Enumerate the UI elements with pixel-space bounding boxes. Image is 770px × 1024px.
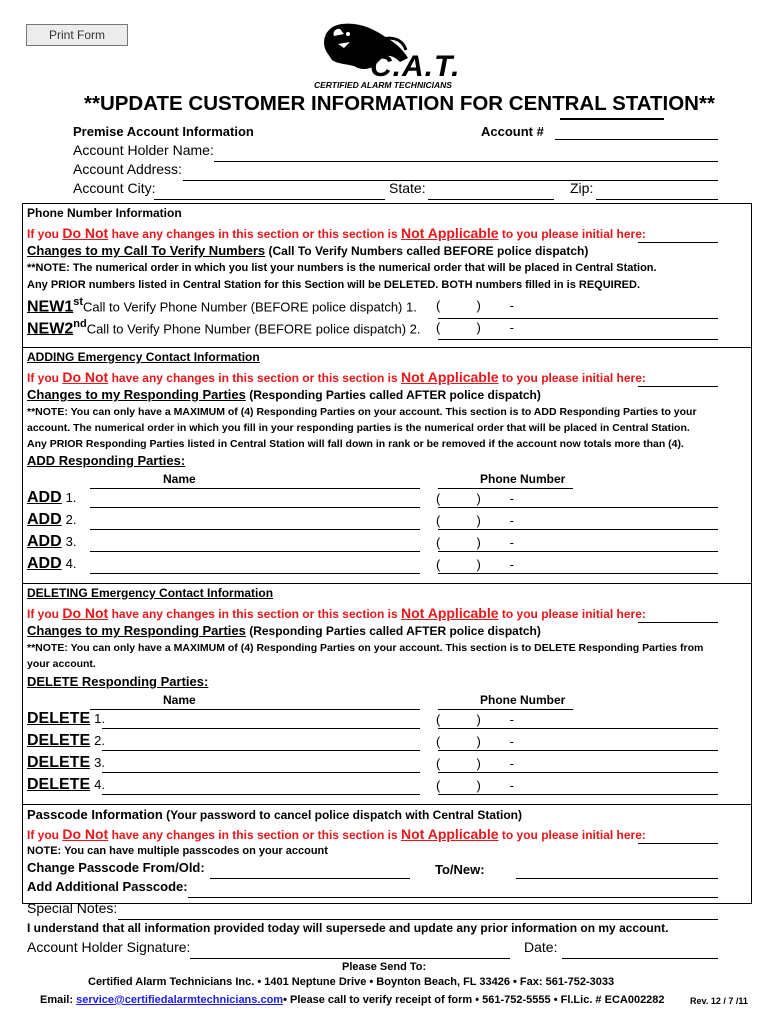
city-field[interactable] bbox=[154, 199, 385, 200]
add-row bbox=[27, 511, 77, 529]
additional-passcode-field[interactable] bbox=[188, 897, 718, 898]
delete-name-field[interactable] bbox=[102, 794, 420, 795]
address-field[interactable] bbox=[183, 180, 718, 181]
logo-tagline: CERTIFIED ALARM TECHNICIANS bbox=[314, 80, 452, 90]
add-row-number: 4. bbox=[65, 556, 77, 571]
delete-row bbox=[27, 710, 105, 728]
delete-phone-field[interactable]: ( ) - bbox=[436, 734, 514, 749]
address-label: Account Address: bbox=[73, 161, 182, 177]
signature-label: Account Holder Signature: bbox=[27, 939, 191, 955]
delete-name-field[interactable] bbox=[102, 750, 420, 751]
signature-field[interactable] bbox=[190, 958, 510, 959]
delete-phone-field[interactable]: ( ) - bbox=[436, 756, 514, 771]
delete-row-number: 3. bbox=[94, 755, 105, 770]
delete-row-label: DELETE bbox=[27, 776, 91, 793]
footer-send-to: Please Send To: bbox=[342, 961, 427, 973]
adding-sub-heading: ADD Responding Parties: bbox=[27, 453, 186, 468]
revision-label: Rev. 12 / 7 /11 bbox=[690, 996, 748, 1006]
old-passcode-field[interactable] bbox=[210, 878, 410, 879]
deleting-initial-field[interactable] bbox=[638, 622, 718, 623]
adding-note-3: Any PRIOR Responding Parties listed in Central Station will fall down in rank or be removed if the account now totals more than (4). bbox=[27, 438, 684, 450]
new2-phone[interactable]: ( ) - bbox=[436, 320, 514, 335]
add-row bbox=[27, 533, 77, 551]
delete-row-label: DELETE bbox=[27, 732, 91, 749]
adding-changes-line: Changes to my Responding Parties (Responding Parties called AFTER police dispatch) bbox=[27, 387, 541, 402]
zip-field[interactable] bbox=[596, 199, 718, 200]
date-label: Date: bbox=[524, 939, 558, 955]
footer-address: Certified Alarm Technicians Inc. • 1401 Neptune Drive • Boynton Beach, FL 33426 • Fax: 561-752-3033 bbox=[88, 976, 615, 988]
special-notes-label: Special Notes: bbox=[27, 900, 118, 916]
new2-row: NEW2ndCall to Verify Phone Number (BEFORE police dispatch) 2. bbox=[27, 318, 421, 338]
account-number-field[interactable] bbox=[555, 139, 718, 140]
cat-logo bbox=[310, 14, 460, 92]
email-link[interactable]: service@certifiedalarmtechnicians.com bbox=[76, 994, 284, 1006]
new-passcode-field[interactable] bbox=[516, 878, 718, 879]
deleting-na-line: If you Do Not have any changes in this section or this section is Not Applicable to you please initial here: bbox=[27, 605, 646, 621]
add-phone-field[interactable]: ( ) - bbox=[436, 557, 514, 572]
delete-name-field[interactable] bbox=[102, 728, 420, 729]
delete-row-number: 2. bbox=[94, 733, 105, 748]
delete-row bbox=[27, 776, 105, 794]
delete-row bbox=[27, 732, 105, 750]
delete-row-number: 1. bbox=[94, 711, 105, 726]
phone-initial-field[interactable] bbox=[638, 242, 718, 243]
add-name-field[interactable] bbox=[90, 551, 420, 552]
account-number-label: Account # bbox=[481, 124, 544, 139]
passcode-initial-field[interactable] bbox=[638, 843, 718, 844]
delete-name-field[interactable] bbox=[102, 772, 420, 773]
deleting-changes-line: Changes to my Responding Parties (Responding Parties called AFTER police dispatch) bbox=[27, 623, 541, 638]
holder-name-field[interactable] bbox=[214, 161, 718, 162]
delete-row bbox=[27, 754, 105, 772]
phone-changes-line: Changes to my Call To Verify Numbers (Call To Verify Numbers called BEFORE police dispatch) bbox=[27, 243, 589, 258]
phone-note-2: Any PRIOR numbers listed in Central Station for this Section will be DELETED. BOTH numbers filled in is REQUIRED. bbox=[27, 279, 641, 291]
passcode-note: NOTE: You can have multiple passcodes on your account bbox=[27, 845, 328, 857]
add-row-label: ADD bbox=[27, 555, 62, 572]
add-name-field[interactable] bbox=[90, 573, 420, 574]
additional-passcode-label: Add Additional Passcode: bbox=[27, 879, 188, 894]
add-row-label: ADD bbox=[27, 489, 62, 506]
adding-col-phone: Phone Number bbox=[480, 472, 566, 486]
understand-statement: I understand that all information provided today will supersede and update any prior information on my account. bbox=[27, 921, 669, 935]
special-notes-field[interactable] bbox=[118, 919, 718, 920]
deleting-note-1: **NOTE: You can only have a MAXIMUM of (4) Responding Parties on your account. This section is to DELETE Responding Parties from bbox=[27, 642, 704, 654]
adding-note-1: **NOTE: You can only have a MAXIMUM of (4) Responding Parties on your account. This section is to ADD Responding Parties to your bbox=[27, 406, 697, 418]
delete-row-label: DELETE bbox=[27, 754, 91, 771]
change-passcode-label: Change Passcode From/Old: bbox=[27, 860, 205, 875]
page-title: **UPDATE CUSTOMER INFORMATION FOR CENTRAL STATION** bbox=[84, 92, 715, 115]
add-row-label: ADD bbox=[27, 511, 62, 528]
passcode-na-line: If you Do Not have any changes in this section or this section is Not Applicable to you please initial here: bbox=[27, 826, 646, 842]
state-label: State: bbox=[389, 180, 426, 196]
delete-phone-field[interactable]: ( ) - bbox=[436, 778, 514, 793]
add-phone-field[interactable]: ( ) - bbox=[436, 491, 514, 506]
adding-col-name: Name bbox=[163, 472, 196, 486]
adding-note-2: account. The numerical order in which you fill in your responding parties is the numerical order that will be placed in Central Station. bbox=[27, 422, 690, 434]
deleting-col-phone: Phone Number bbox=[480, 693, 566, 707]
add-row-number: 3. bbox=[65, 534, 77, 549]
phone-note-1: **NOTE: The numerical order in which you list your numbers is the numerical order that will be placed in Central Station. bbox=[27, 262, 657, 274]
new-passcode-label: To/New: bbox=[435, 862, 485, 877]
print-form-button[interactable]: Print Form bbox=[26, 24, 128, 46]
holder-name-label: Account Holder Name: bbox=[73, 142, 214, 158]
add-phone-field[interactable]: ( ) - bbox=[436, 513, 514, 528]
logo-brand: C.A.T. bbox=[370, 50, 461, 83]
delete-row-number: 4. bbox=[94, 777, 105, 792]
city-label: Account City: bbox=[73, 180, 156, 196]
add-phone-field[interactable]: ( ) - bbox=[436, 535, 514, 550]
delete-phone-field[interactable]: ( ) - bbox=[436, 712, 514, 727]
add-row bbox=[27, 555, 77, 573]
deleting-section-heading: DELETING Emergency Contact Information bbox=[27, 586, 274, 600]
add-row bbox=[27, 489, 77, 507]
add-name-field[interactable] bbox=[90, 529, 420, 530]
deleting-note-2: your account. bbox=[27, 658, 96, 670]
phone-na-line: If you Do Not have any changes in this section or this section is Not Applicable to you please initial here: bbox=[27, 225, 646, 241]
deleting-col-name: Name bbox=[163, 693, 196, 707]
add-row-label: ADD bbox=[27, 533, 62, 550]
adding-na-line: If you Do Not have any changes in this section or this section is Not Applicable to you please initial here: bbox=[27, 369, 646, 385]
adding-section-heading: ADDING Emergency Contact Information bbox=[27, 350, 260, 364]
add-name-field[interactable] bbox=[90, 507, 420, 508]
deleting-sub-heading: DELETE Responding Parties: bbox=[27, 674, 209, 689]
add-row-number: 2. bbox=[65, 512, 77, 527]
add-row-number: 1. bbox=[65, 490, 77, 505]
zip-label: Zip: bbox=[570, 180, 594, 196]
delete-row-label: DELETE bbox=[27, 710, 91, 727]
passcode-heading: Passcode Information (Your password to cancel police dispatch with Central Station) bbox=[27, 807, 522, 822]
adding-initial-field[interactable] bbox=[638, 386, 718, 387]
new1-phone[interactable]: ( ) - bbox=[436, 298, 514, 313]
date-field[interactable] bbox=[562, 958, 718, 959]
state-field[interactable] bbox=[428, 199, 554, 200]
footer-email-line: Email: service@certifiedalarmtechnicians.com• Please call to verify receipt of form • 561-752-5555 • Fl.Lic. # ECA002282 bbox=[40, 994, 665, 1006]
phone-section-heading: Phone Number Information bbox=[27, 206, 182, 220]
premise-heading: Premise Account Information bbox=[73, 124, 254, 139]
new1-row: NEW1stCall to Verify Phone Number (BEFORE police dispatch) 1. bbox=[27, 296, 417, 316]
